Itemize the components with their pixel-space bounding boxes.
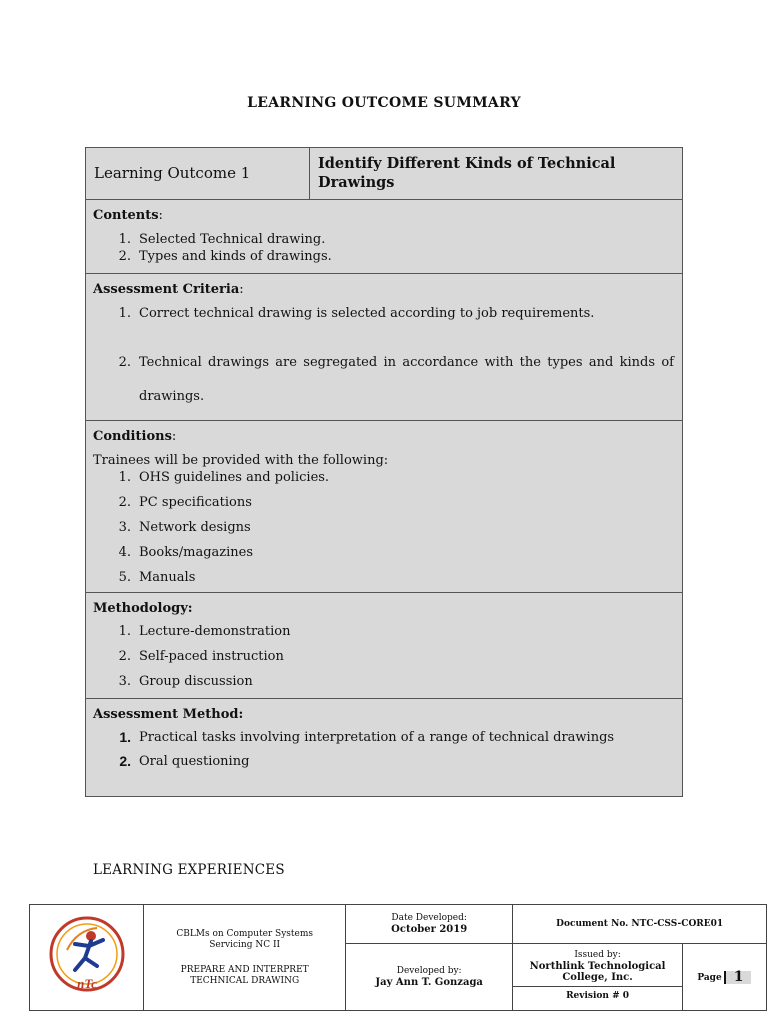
list-item: 1. Lecture-demonstration: [118, 624, 291, 639]
conditions-list: [93, 469, 674, 586]
course-info-cell: [144, 905, 346, 1011]
list-item: 2. PC specifications: [118, 495, 252, 510]
page-number: 1: [724, 971, 752, 984]
methodology-section: [86, 593, 683, 699]
conditions-section: [86, 421, 683, 593]
learning-outcome-title: [310, 148, 683, 200]
learning-outcome-label: Learning Outcome 1: [86, 148, 310, 200]
learning-outcome-table: [85, 147, 683, 797]
conditions-heading: Conditions:: [93, 429, 177, 444]
issued-by-label: Issued by:: [574, 950, 621, 961]
issuer-line2: College, Inc.: [562, 972, 633, 984]
document-number-cell: Document No. NTC-CSS-CORE01: [513, 905, 767, 944]
outcome-title-line1: Identify Different Kinds of Technical: [318, 155, 616, 172]
date-developed-cell: [346, 905, 513, 944]
cblm-title: CBLMs on Computer Systems: [176, 928, 314, 939]
contents-section: [86, 200, 683, 274]
criteria-section: [86, 274, 683, 421]
cblm-subtitle: Servicing NC II: [209, 939, 281, 950]
document-title: LEARNING OUTCOME SUMMARY: [247, 95, 521, 111]
assessment-method-heading: Assessment Method:: [93, 707, 244, 722]
list-item: 1. OHS guidelines and policies.: [118, 470, 330, 485]
list-item: 2. Types and kinds of drawings.: [118, 249, 332, 264]
page-label: Page: [697, 972, 722, 983]
outcome-title-line2: Drawings: [318, 174, 395, 191]
developed-by-label: Developed by:: [396, 966, 462, 977]
list-item: 3. Network designs: [118, 520, 251, 535]
assessment-method-section: [86, 699, 683, 797]
issued-by-cell: [513, 944, 682, 1011]
criteria-list: [93, 305, 674, 414]
contents-list: [93, 231, 674, 265]
issuer-line1: Northlink Technological: [529, 961, 666, 973]
list-item: 2. Self-paced instruction: [118, 649, 284, 664]
list-item: 1. Selected Technical drawing.: [118, 232, 326, 247]
page-number-cell: [682, 944, 766, 1011]
list-item: 2. Oral questioning: [119, 753, 250, 769]
module-title-line1: PREPARE AND INTERPRET: [180, 964, 309, 975]
methodology-heading: Methodology:: [93, 601, 193, 616]
list-item: 3. Group discussion: [118, 674, 253, 689]
document-footer: [29, 904, 767, 1011]
list-item: 2. Technical drawings are segregated in accordance with the types and kinds of drawings.: [118, 355, 674, 404]
date-label: Date Developed:: [391, 913, 467, 924]
list-item: 1. Practical tasks involving interpretation of a range of technical drawings: [119, 729, 615, 745]
assessment-method-list: [93, 729, 674, 770]
module-title-line2: TECHNICAL DRAWING: [190, 975, 300, 986]
learning-experiences-heading: LEARNING EXPERIENCES: [93, 862, 285, 878]
developer-name: Jay Ann T. Gonzaga: [375, 977, 483, 989]
college-logo: [45, 914, 129, 998]
developed-by-cell: [346, 944, 513, 1011]
conditions-intro: Trainees will be provided with the following:: [93, 453, 389, 468]
list-item: 4. Books/magazines: [118, 545, 254, 560]
list-item: 1. Correct technical drawing is selected according to job requirements.: [118, 306, 595, 321]
criteria-heading: Assessment Criteria:: [93, 282, 244, 297]
svg-text:nTc: nTc: [76, 975, 97, 991]
revision-number: Revision # 0: [566, 991, 630, 1002]
date-value: October 2019: [391, 924, 468, 936]
methodology-list: [93, 623, 674, 690]
logo-cell: [30, 905, 144, 1011]
contents-heading: Contents:: [93, 208, 163, 223]
list-item: 5. Manuals: [118, 570, 196, 585]
